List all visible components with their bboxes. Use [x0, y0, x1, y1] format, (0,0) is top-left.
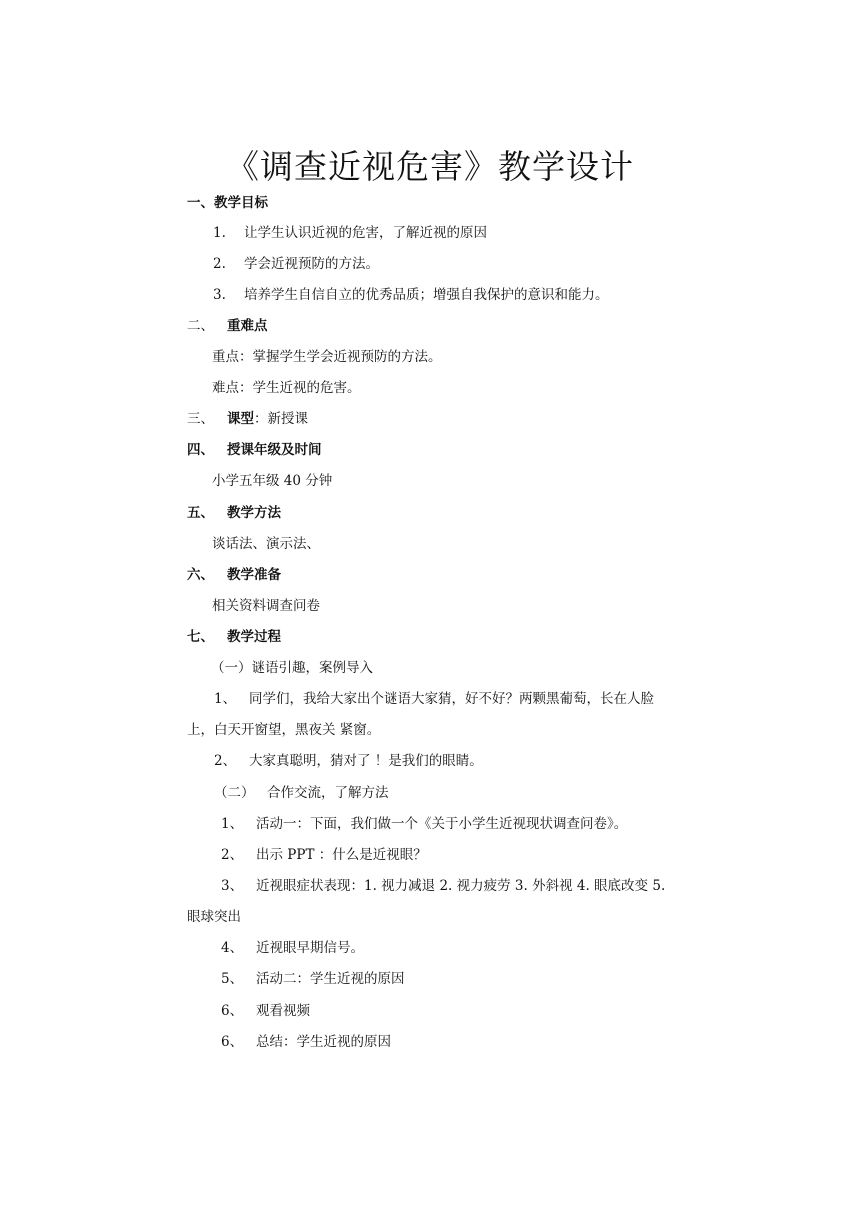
- objective-number: 3.: [213, 287, 226, 303]
- objective-item: [213, 285, 609, 305]
- section-heading-key-points: [187, 316, 268, 336]
- difficulty-text: 难点：学生近视的危害。: [212, 380, 361, 396]
- objective-text: 培养学生自信自立的优秀品质；增强自我保护的意识和能力。: [244, 287, 609, 303]
- item-text: 近视眼症状表现：1. 视力减退 2. 视力疲劳 3. 外斜视 4. 眼底改变 5.: [256, 878, 666, 894]
- section-number: 六、: [187, 567, 214, 583]
- part-number: （二）: [214, 785, 255, 801]
- process-item: [221, 814, 627, 834]
- item-number: 1、: [221, 816, 244, 832]
- objective-text: 学会近视预防的方法。: [244, 256, 379, 272]
- document-title: 《调查近视危害》教学设计: [226, 147, 634, 186]
- section-label: 授课年级及时间: [227, 442, 322, 458]
- section-heading-objectives: 一、教学目标: [187, 195, 268, 211]
- objective-number: 2.: [213, 256, 226, 272]
- item-number: 6、: [221, 1003, 244, 1019]
- section-label: 教学过程: [227, 629, 281, 645]
- process-item: [221, 1032, 391, 1052]
- item-text: 同学们，我给大家出个谜语大家猜，好不好？两颗黑葡萄，长在人脸: [249, 691, 654, 707]
- section-heading-grade-time: [187, 440, 322, 460]
- section-heading-lesson-type: [187, 409, 308, 429]
- item-number: 2、: [214, 753, 237, 769]
- section-number: 五、: [187, 505, 214, 521]
- item-text: 近视眼早期信号。: [256, 940, 364, 956]
- objective-item: [213, 254, 379, 274]
- section-heading-methods: [187, 503, 281, 523]
- item-text: 活动二：学生近视的原因: [256, 971, 405, 987]
- item-text: 出示 PPT ：什么是近视眼？: [256, 847, 427, 863]
- section-colon: ：: [254, 411, 268, 427]
- methods-text: 谈话法、演示法、: [212, 536, 320, 552]
- objective-item: [213, 223, 487, 243]
- item-number: 4、: [221, 940, 244, 956]
- process-item: [221, 938, 364, 958]
- section-number: 三、: [187, 411, 214, 427]
- section-number: 二、: [187, 318, 214, 334]
- process-part-two-heading: [214, 783, 389, 803]
- process-item: [221, 845, 427, 865]
- section-heading-process: [187, 627, 281, 647]
- section-label: 重难点: [227, 318, 268, 334]
- lesson-type-value: 新授课: [267, 411, 308, 427]
- item-number: 2、: [221, 847, 244, 863]
- preparation-text: 相关资料调查问卷: [212, 598, 320, 614]
- item-continuation: 眼球突出: [187, 909, 241, 925]
- process-part-one-heading: （一）谜语引趣，案例导入: [211, 660, 373, 676]
- item-number: 1、: [214, 691, 237, 707]
- process-item: [221, 876, 665, 896]
- part-label: 合作交流，了解方法: [267, 785, 389, 801]
- process-item: [214, 751, 483, 771]
- item-number: 3、: [221, 878, 244, 894]
- process-item: [214, 689, 654, 709]
- objective-number: 1.: [213, 225, 226, 241]
- grade-time-text: 小学五年级 40 分钟: [212, 473, 333, 489]
- item-text: 大家真聪明，猜对了 ！是我们的眼睛。: [249, 753, 483, 769]
- process-item: [221, 969, 405, 989]
- item-text: 总结：学生近视的原因: [256, 1034, 391, 1050]
- objective-text: 让学生认识近视的危害，了解近视的原因: [244, 225, 487, 241]
- section-label: 课型: [227, 411, 254, 427]
- section-label: 教学方法: [227, 505, 281, 521]
- process-item: [221, 1001, 310, 1021]
- section-heading-preparation: [187, 565, 281, 585]
- section-label: 教学准备: [227, 567, 281, 583]
- item-text: 活动一：下面，我们做一个《关于小学生近视现状调查问卷》。: [256, 816, 628, 832]
- item-text: 观看视频: [256, 1003, 310, 1019]
- section-number: 四、: [187, 442, 214, 458]
- item-continuation: 上，白天开窗望，黑夜关 紧窗。: [187, 722, 381, 738]
- section-number: 七、: [187, 629, 214, 645]
- item-number: 5、: [221, 971, 244, 987]
- focus-text: 重点：掌握学生学会近视预防的方法。: [212, 349, 442, 365]
- item-number: 6、: [221, 1034, 244, 1050]
